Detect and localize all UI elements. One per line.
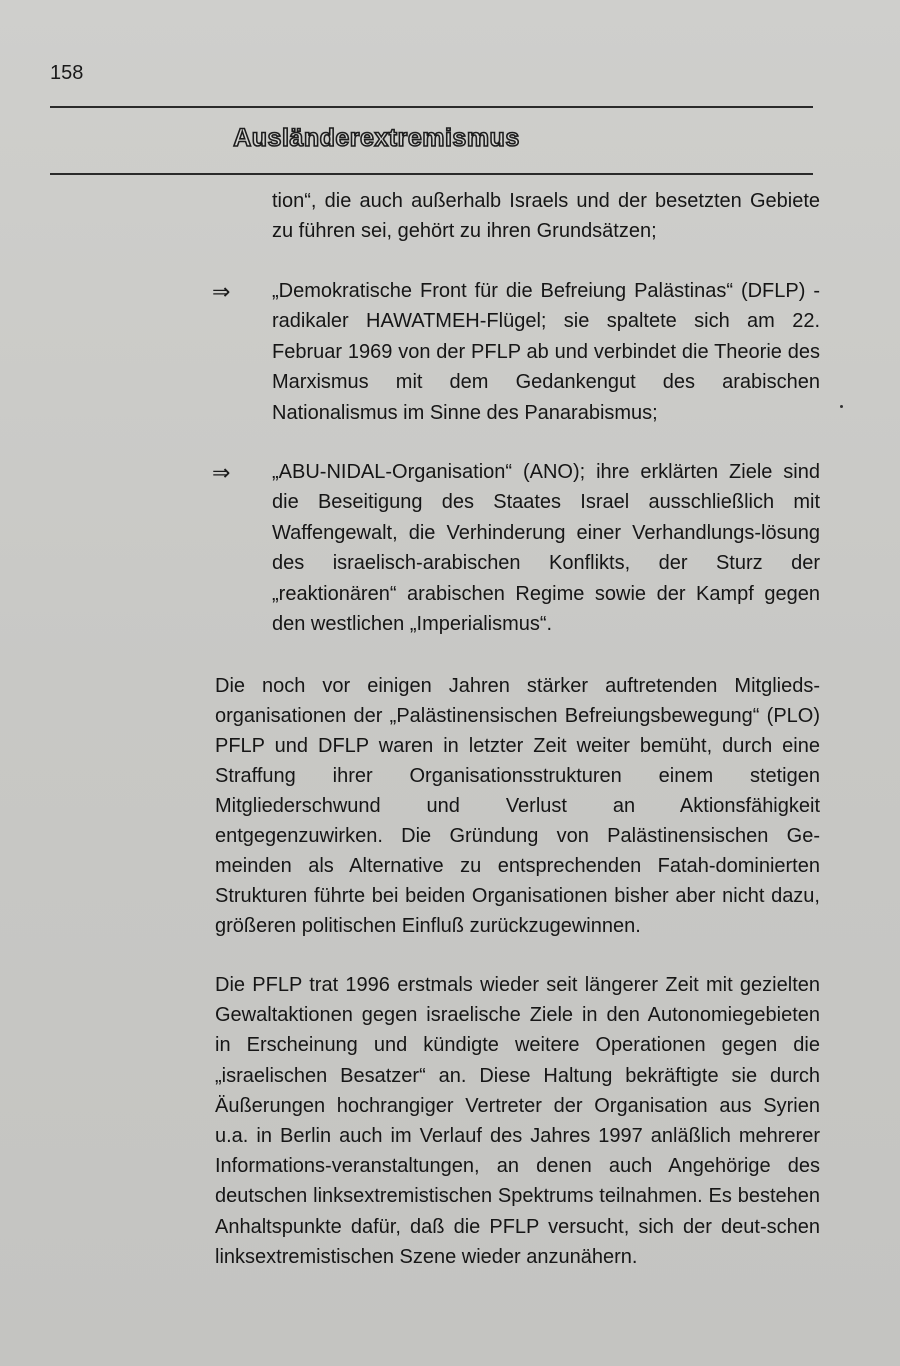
header-rule-bottom	[50, 173, 813, 175]
bullet-item-dflp: „Demokratische Front für die Befreiung Palästinas“ (DFLP) - radikaler HAWATMEH-Flügel; sie spaltete sich am 22. Februar 1969 von der PFLP ab und verbindet die Theorie des Marxismus mit dem Gedankengut des arabischen Nationalismus im Sinne des Panarabismus;	[272, 280, 820, 424]
running-head: Ausländerextremismus	[233, 124, 520, 152]
scan-speck	[840, 405, 843, 408]
body-paragraph-pflp: Die PFLP trat 1996 erstmals wieder seit längerer Zeit mit gezielten Gewaltaktionen gegen israelische Ziele in den Autonomiegebieten in Erscheinung und kündigte weitere Operationen gegen die „israelischen Besatzer“ an. Diese Haltung bekräftigte sie durch Äußerungen hochrangiger Vertreter der Organisation aus Syrien u.a. in Berlin auch im Verlauf des Jahres 1997 anläßlich mehrerer Informations-veranstaltungen, an denen auch Angehörige des deutschen linksextremistischen Spektrums teilnahmen. Es bestehen Anhaltspunkte dafür, daß die PFLP versucht, sich der deut-schen linksextremistischen Szene wieder anzunähern.	[215, 974, 820, 1268]
continued-bullet-text: tion“, die auch außerhalb Israels und der besetzten Gebiete zu führen sei, gehört zu ihren Grundsätzen;	[272, 190, 820, 243]
body-paragraph-plo: Die noch vor einigen Jahren stärker auftretenden Mitglieds-organisationen der „Palästinensischen Befreiungsbewegung“ (PLO) PFLP und DFLP waren in letzter Zeit weiter bemüht, durch eine Straffung ihrer Organisationsstrukturen einem stetigen Mitgliederschwund und Verlust an Aktionsfähigkeit entgegenzuwirken. Die Gründung von Palästinensischen Ge-meinden als Alternative zu entsprechenden Fatah-dominierten Strukturen führte bei beiden Organisationen bisher aber nicht dazu, größeren politischen Einfluß zurückzugewinnen.	[215, 675, 820, 937]
arrow-icon: ⇒	[212, 279, 231, 304]
arrow-icon: ⇒	[212, 460, 231, 485]
header-rule-top	[50, 106, 813, 108]
bullet-item-ano: „ABU-NIDAL-Organisation“ (ANO); ihre erklärten Ziele sind die Beseitigung des Staates Israel ausschließlich mit Waffengewalt, die Verhinderung einer Verhandlungs-lösung des israelisch-arabischen Konflikts, der Sturz der „reaktionären“ arabischen Regime sowie der Kampf gegen den westlichen „Imperialismus“.	[272, 461, 820, 636]
page-number: 158	[50, 62, 84, 84]
